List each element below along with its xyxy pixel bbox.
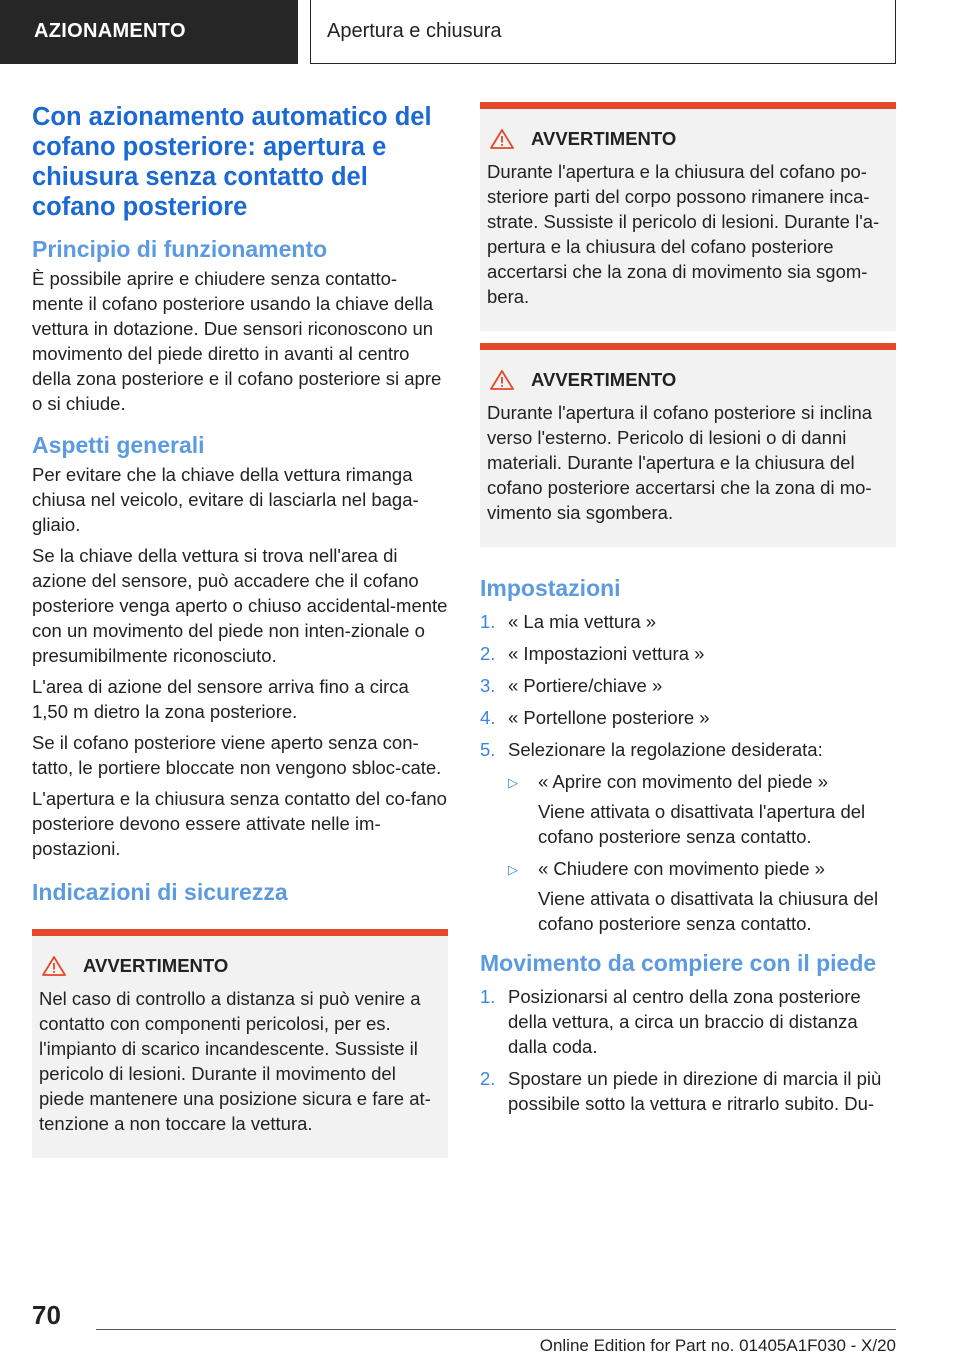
warning-title-row-1 [487,127,890,151]
warning-title-row [39,954,442,978]
warning-triangle-icon [490,129,514,149]
step-text: « Impostazioni vettura » [508,643,705,664]
step-text: Spostare un piede in direzione di marcia il più possibile sotto la vettura e ritrarlo subito. Du- [508,1068,882,1114]
step-number: 4. [480,707,496,728]
movement-heading: Movimento da compiere con il piede [480,950,877,976]
step-number: 1. [480,986,496,1007]
list-item [480,737,896,762]
step-number: 2. [480,643,496,664]
warning-triangle-icon [490,370,514,390]
page-number: 70 [32,1300,61,1330]
step-text: Posizionarsi al centro della zona posteriore della vettura, a circa un braccio di distanza dalla coda. [508,986,861,1057]
footer-divider [96,1329,896,1330]
list-item [480,609,896,634]
general-paragraph-5: L'apertura e la chiusura senza contatto del co-fano posteriore devono essere attivate nelle im-postazioni. [32,788,447,859]
left-column [32,102,448,1158]
triangle-bullet-icon: ▷ [508,775,518,790]
warning-box-1 [480,102,896,331]
header-chapter-label: Apertura e chiusura [327,20,502,42]
option-label: « Chiudere con movimento piede » [538,858,825,879]
movement-steps-list [480,984,896,1116]
list-item [480,705,896,730]
option-description: Viene attivata o disattivata l'apertura del cofano posteriore senza contatto. [538,801,866,847]
triangle-bullet-icon: ▷ [508,862,518,877]
general-heading: Aspetti generali [32,432,205,458]
list-item [508,856,896,882]
step-number: 2. [480,1068,496,1089]
header-chapter-tab [310,0,896,64]
general-paragraph-1: Per evitare che la chiave della vettura rimanga chiusa nel veicolo, evitare di lasciarla nel baga-gliaio. [32,464,419,535]
warning-box-2 [480,343,896,547]
warning-text: Nel caso di controllo a distanza si può venire a contatto con componenti pericolosi, per es. l'impianto di scarico incandescente. Sussiste il pericolo di lesioni. Durante il movimento del piede mantenere una posizione sicura e fare at-tenzione a non toccare la vettura. [39,988,431,1134]
step-text: « Portellone posteriore » [508,707,710,728]
step-text: « Portiere/chiave » [508,675,663,696]
step-text: « La mia vettura » [508,611,657,632]
page-title: Con azionamento automatico del cofano posteriore: apertura e chiusura senza contatto del cofano posteriore [32,103,432,221]
footer-edition: Online Edition for Part no. 01405A1F030 - X/20 [539,1336,896,1355]
list-item [480,984,896,1059]
step-number: 1. [480,611,496,632]
general-paragraph-3: L'area di azione del sensore arriva fino a circa 1,50 m dietro la zona posteriore. [32,676,409,722]
list-item [480,673,896,698]
warning-triangle-icon [42,956,66,976]
header-section-tab [0,0,298,64]
settings-steps-list [480,609,896,936]
header-section-label: AZIONAMENTO [34,20,186,42]
step-text: Selezionare la regolazione desiderata: [508,739,823,760]
safety-heading: Indicazioni di sicurezza [32,879,288,905]
principle-text: È possibile aprire e chiudere senza contatto-mente il cofano posteriore usando la chiave della vettura in dotazione. Due sensori riconoscono un movimento del piede diretto in avanti al centro della zona posteriore e il cofano posteriore si apre o si chiude. [32,268,442,414]
option-label: « Aprire con movimento del piede » [538,771,829,792]
settings-heading: Impostazioni [480,575,621,601]
step-number: 3. [480,675,496,696]
warning-title-1: AVVERTIMENTO [531,128,677,149]
general-paragraph-2: Se la chiave della vettura si trova nell'area di azione del sensore, può accadere che il cofano posteriore venga aperto o chiuso accidental-mente con un movimento del piede non inten-zionale o presumibilmente riconosciuto. [32,545,448,666]
right-column [480,102,896,1123]
step-number: 5. [480,739,496,760]
warning-title-2: AVVERTIMENTO [531,369,677,390]
warning-text-1: Durante l'apertura e la chiusura del cofano po-steriore parti del corpo possono rimanere inca-strate. Sussiste il pericolo di lesioni. Durante l'a-pertura e la chiusura del cofano posteriore accertarsi che la zona di movimento sia sgom-bera. [487,161,880,307]
principle-heading: Principio di funzionamento [32,236,328,262]
list-item [480,641,896,666]
general-paragraph-4: Se il cofano posteriore viene aperto senza con-tatto, le portiere bloccate non vengono sbloc-cate. [32,732,442,778]
warning-title: AVVERTIMENTO [83,955,229,976]
warning-box [32,929,448,1158]
list-item [508,769,896,795]
list-item [480,1066,896,1116]
warning-text-2: Durante l'apertura il cofano posteriore si inclina verso l'esterno. Pericolo di lesioni o di danni materiali. Durante l'apertura e la chiusura del cofano posteriore accertarsi che la zona di mo-vimento sia sgombera. [487,402,873,523]
options-sublist [508,769,896,936]
warning-title-row-2 [487,368,890,392]
option-description: Viene attivata o disattivata la chiusura del cofano posteriore senza contatto. [538,888,879,934]
